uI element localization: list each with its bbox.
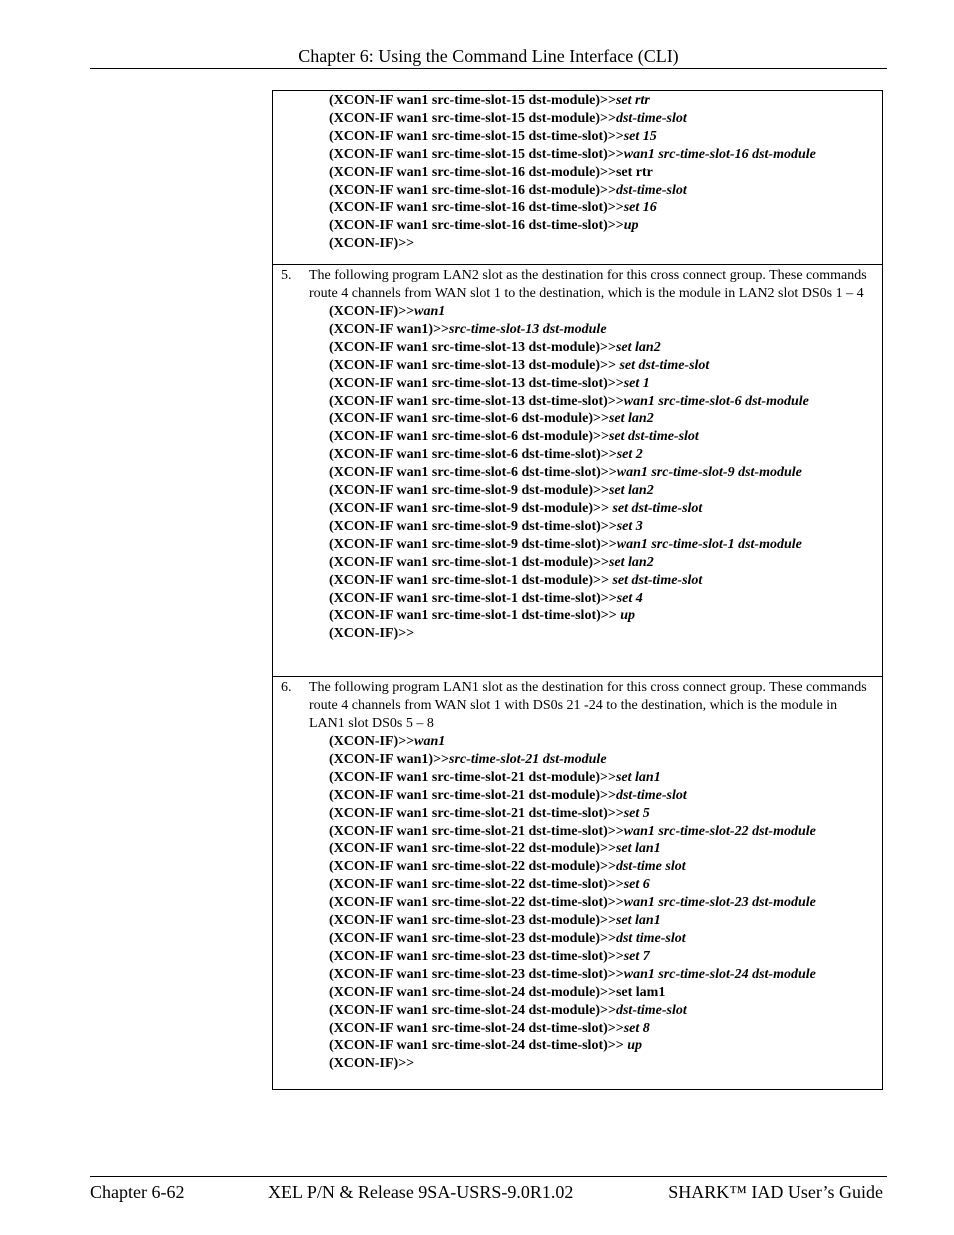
command-prompt: (XCON-IF wan1 src-time-slot-23 dst-module)>> — [329, 930, 616, 946]
command-argument: set 7 — [623, 948, 650, 964]
command-prompt: (XCON-IF wan1 src-time-slot-21 dst-time-slot)>> — [329, 805, 624, 821]
command-argument: wan1 src-time-slot-1 dst-module — [616, 536, 802, 552]
command-line — [329, 769, 882, 787]
command-line — [329, 966, 882, 984]
command-argument: set 6 — [623, 877, 650, 893]
table-row — [273, 265, 882, 677]
command-table — [272, 90, 883, 1090]
command-argument: dst time-slot — [615, 930, 686, 946]
command-line — [329, 1002, 882, 1020]
command-prompt: (XCON-IF wan1 src-time-slot-23 dst-time-slot)>> — [329, 966, 624, 982]
command-line — [329, 1037, 882, 1055]
command-line — [329, 1020, 882, 1038]
command-argument: set lan2 — [608, 554, 654, 570]
command-line — [329, 321, 882, 339]
command-line — [329, 128, 882, 146]
command-line — [329, 751, 882, 769]
command-line — [329, 428, 882, 446]
command-prompt: (XCON-IF)>> — [329, 1056, 415, 1072]
footer-page-number: Chapter 6-62 — [90, 1182, 185, 1202]
command-line — [329, 607, 882, 625]
command-argument: set lan2 — [608, 483, 654, 499]
command-line — [329, 393, 882, 411]
command-argument: up — [623, 218, 639, 234]
command-argument: dst-time-slot — [615, 1002, 687, 1018]
command-line — [329, 823, 882, 841]
command-line — [329, 733, 882, 751]
step-header — [273, 267, 882, 303]
command-argument: src-time-slot-13 dst-module — [449, 321, 607, 337]
command-prompt: (XCON-IF wan1 src-time-slot-6 dst-time-slot)>> — [329, 447, 617, 463]
step-number: 5. — [281, 268, 292, 283]
command-line — [329, 375, 882, 393]
command-argument: set dst-time-slot — [612, 500, 703, 516]
command-argument: dst-time slot — [615, 859, 686, 875]
command-prompt: (XCON-IF wan1 src-time-slot-22 dst-module)>> — [329, 841, 616, 857]
command-argument: src-time-slot-21 dst-module — [449, 751, 607, 767]
command-prompt: (XCON-IF wan1 src-time-slot-6 dst-time-slot)>> — [329, 465, 617, 481]
command-prompt: (XCON-IF wan1 src-time-slot-15 dst-time-slot)>> — [329, 146, 624, 162]
command-prompt: (XCON-IF wan1 src-time-slot-16 dst-module)>> — [329, 182, 616, 198]
step-description: The following program LAN2 slot as the destination for this cross connect group. These commands route 4 channels from WAN slot 1 to the destination, which is the module in LAN2 slot DS0s 1 – 4 — [309, 268, 867, 301]
command-line — [329, 590, 882, 608]
command-line — [329, 464, 882, 482]
command-prompt: (XCON-IF wan1 src-time-slot-21 dst-module)>> — [329, 787, 616, 803]
command-argument: wan1 — [414, 734, 446, 749]
command-argument: wan1 src-time-slot-9 dst-module — [616, 465, 802, 481]
command-prompt: (XCON-IF wan1 src-time-slot-23 dst-module)>> — [329, 913, 616, 929]
command-line — [329, 1055, 882, 1073]
command-argument: set 5 — [623, 805, 650, 821]
page-header — [90, 44, 887, 69]
command-prompt: (XCON-IF wan1 src-time-slot-13 dst-module)>> — [329, 357, 620, 373]
header-title: Chapter 6: Using the Command Line Interface (CLI) — [298, 46, 679, 66]
command-prompt: (XCON-IF wan1 src-time-slot-16 dst-module)>>set rtr — [329, 164, 653, 180]
command-prompt: (XCON-IF wan1 src-time-slot-13 dst-time-slot)>> — [329, 393, 624, 409]
command-prompt: (XCON-IF wan1 src-time-slot-16 dst-time-slot)>> — [329, 200, 624, 216]
command-line — [329, 482, 882, 500]
command-line — [329, 625, 882, 643]
command-argument: wan1 src-time-slot-24 dst-module — [623, 966, 816, 982]
command-line — [329, 182, 882, 200]
step-description: The following program LAN1 slot as the destination for this cross connect group. These commands route 4 channels from WAN slot 1 with DS0s 21 -24 to the destination, which is the module in LAN1 slot DS0s 5 – 8 — [309, 680, 867, 731]
command-prompt: (XCON-IF wan1 src-time-slot-9 dst-time-slot)>> — [329, 536, 617, 552]
command-line — [329, 357, 882, 375]
command-argument: dst-time-slot — [615, 110, 687, 126]
table-row — [273, 677, 882, 1090]
command-prompt: (XCON-IF)>> — [329, 236, 415, 252]
command-prompt: (XCON-IF)>> — [329, 304, 415, 319]
table-row — [273, 91, 882, 265]
command-prompt: (XCON-IF wan1 src-time-slot-21 dst-module)>> — [329, 769, 616, 785]
command-argument: wan1 src-time-slot-23 dst-module — [623, 895, 816, 911]
command-prompt: (XCON-IF wan1 src-time-slot-1 dst-module)>> — [329, 554, 609, 570]
command-argument: set lan2 — [615, 339, 661, 355]
command-prompt: (XCON-IF wan1 src-time-slot-24 dst-module)>>set lam1 — [329, 984, 666, 1000]
footer-guide-title: SHARK™ IAD User’s Guide — [668, 1182, 883, 1202]
command-line — [329, 984, 882, 1002]
command-line — [329, 536, 882, 554]
command-list — [273, 91, 882, 253]
command-line — [329, 840, 882, 858]
command-prompt: (XCON-IF wan1)>> — [329, 751, 450, 767]
command-argument: wan1 — [414, 304, 446, 319]
command-argument: wan1 src-time-slot-22 dst-module — [623, 823, 816, 839]
command-prompt: (XCON-IF wan1 src-time-slot-1 dst-module)>> — [329, 572, 613, 588]
command-line — [329, 446, 882, 464]
command-argument: wan1 src-time-slot-6 dst-module — [623, 393, 809, 409]
command-argument: set 15 — [623, 128, 657, 144]
command-prompt: (XCON-IF wan1 src-time-slot-15 dst-module)>> — [329, 110, 616, 126]
command-line — [329, 554, 882, 572]
command-argument: wan1 src-time-slot-16 dst-module — [623, 146, 816, 162]
command-argument: up — [620, 608, 636, 624]
command-prompt: (XCON-IF wan1 src-time-slot-13 dst-module)>> — [329, 339, 616, 355]
command-line — [329, 217, 882, 235]
command-list — [273, 733, 882, 1073]
command-line — [329, 92, 882, 110]
command-prompt: (XCON-IF wan1 src-time-slot-22 dst-time-slot)>> — [329, 895, 624, 911]
command-line — [329, 805, 882, 823]
command-prompt: (XCON-IF wan1)>> — [329, 321, 450, 337]
command-line — [329, 930, 882, 948]
command-line — [329, 500, 882, 518]
command-line — [329, 518, 882, 536]
command-prompt: (XCON-IF wan1 src-time-slot-22 dst-time-slot)>> — [329, 877, 624, 893]
command-prompt: (XCON-IF wan1 src-time-slot-9 dst-module)>> — [329, 500, 613, 516]
command-argument: set 2 — [616, 447, 643, 463]
command-line — [329, 894, 882, 912]
command-argument: set 4 — [616, 590, 643, 606]
step-header — [273, 679, 882, 733]
command-argument: set 8 — [623, 1020, 650, 1036]
command-argument: dst-time-slot — [615, 182, 687, 198]
command-prompt: (XCON-IF wan1 src-time-slot-1 dst-time-slot)>> — [329, 590, 617, 606]
step-6 — [273, 677, 882, 1073]
command-argument: dst-time-slot — [615, 787, 687, 803]
command-line — [329, 858, 882, 876]
command-argument: set 1 — [623, 375, 650, 391]
command-line — [329, 164, 882, 182]
command-line — [329, 110, 882, 128]
command-argument: set 16 — [623, 200, 657, 216]
command-prompt: (XCON-IF wan1 src-time-slot-22 dst-module)>> — [329, 859, 616, 875]
command-prompt: (XCON-IF)>> — [329, 734, 415, 749]
command-prompt: (XCON-IF wan1 src-time-slot-9 dst-module)>> — [329, 483, 609, 499]
command-prompt: (XCON-IF wan1 src-time-slot-15 dst-module)>> — [329, 93, 616, 108]
command-prompt: (XCON-IF wan1 src-time-slot-21 dst-time-slot)>> — [329, 823, 624, 839]
command-line — [329, 572, 882, 590]
command-argument: set lan2 — [608, 411, 654, 427]
page-footer — [90, 1176, 887, 1202]
command-line — [329, 146, 882, 164]
command-list — [273, 303, 882, 643]
command-argument: set dst-time-slot — [608, 429, 699, 445]
command-argument: set lan1 — [615, 841, 661, 857]
command-prompt: (XCON-IF wan1 src-time-slot-24 dst-time-slot)>> — [329, 1020, 624, 1036]
command-argument: up — [627, 1038, 643, 1054]
command-prompt: (XCON-IF wan1 src-time-slot-23 dst-time-slot)>> — [329, 948, 624, 964]
command-prompt: (XCON-IF wan1 src-time-slot-24 dst-module)>> — [329, 1002, 616, 1018]
command-line — [329, 339, 882, 357]
step-number: 6. — [281, 680, 292, 695]
command-line — [329, 235, 882, 253]
command-line — [329, 948, 882, 966]
command-line — [329, 410, 882, 428]
command-prompt: (XCON-IF wan1 src-time-slot-9 dst-time-slot)>> — [329, 518, 617, 534]
step-5 — [273, 265, 882, 643]
command-line — [329, 199, 882, 217]
command-prompt: (XCON-IF wan1 src-time-slot-6 dst-module)>> — [329, 429, 609, 445]
command-prompt: (XCON-IF wan1 src-time-slot-16 dst-time-slot)>> — [329, 218, 624, 234]
command-line — [329, 912, 882, 930]
command-prompt: (XCON-IF wan1 src-time-slot-13 dst-time-slot)>> — [329, 375, 624, 391]
command-argument: set lan1 — [615, 913, 661, 929]
command-prompt: (XCON-IF wan1 src-time-slot-15 dst-time-slot)>> — [329, 128, 624, 144]
command-line — [329, 787, 882, 805]
command-line — [329, 303, 882, 321]
footer-release: XEL P/N & Release 9SA-USRS-9.0R1.02 — [268, 1182, 574, 1202]
command-prompt: (XCON-IF wan1 src-time-slot-24 dst-time-slot)>> — [329, 1038, 628, 1054]
command-prompt: (XCON-IF wan1 src-time-slot-6 dst-module)>> — [329, 411, 609, 427]
command-prompt: (XCON-IF)>> — [329, 626, 415, 642]
command-argument: set dst-time-slot — [612, 572, 703, 588]
command-prompt: (XCON-IF wan1 src-time-slot-1 dst-time-slot)>> — [329, 608, 621, 624]
command-argument: set dst-time-slot — [619, 357, 710, 373]
command-argument: set 3 — [616, 518, 643, 534]
command-line — [329, 876, 882, 894]
command-argument: set rtr — [615, 93, 650, 108]
command-argument: set lan1 — [615, 769, 661, 785]
